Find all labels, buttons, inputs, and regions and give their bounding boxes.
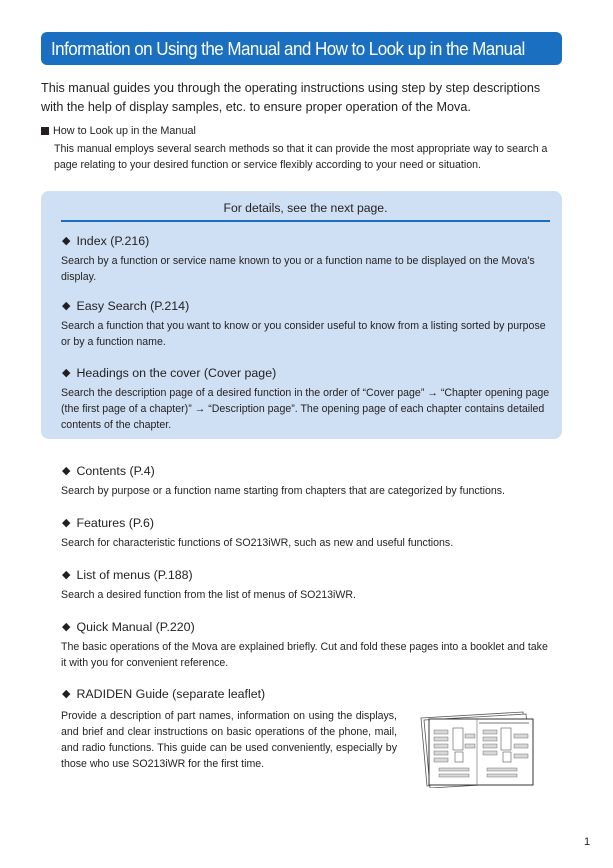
item-title: List of menus (P.188): [76, 568, 193, 582]
item-quick-manual: [61, 619, 551, 671]
item-description: Search the description page of a desired function in the order of “Cover page” → “Chapter opening page (the first page of a chapter)” → “Description page”. The opening page of each chapter contains detailed contents of the chapter.: [61, 387, 550, 431]
diamond-bullet-icon: ◆: [62, 517, 71, 529]
item-features: [61, 515, 551, 551]
item-title: Contents (P.4): [76, 464, 155, 478]
item-description: Search a function that you want to know or you consider useful to know from a listing sorted by purpose or by a function name.: [61, 320, 546, 348]
diamond-bullet-icon: ◆: [62, 367, 71, 379]
item-title: Quick Manual (P.220): [76, 620, 195, 634]
item-title: Easy Search (P.214): [76, 299, 190, 313]
item-title: Headings on the cover (Cover page): [76, 366, 277, 380]
item-description: Search a desired function from the list of menus of SO213iWR.: [61, 589, 356, 601]
diamond-bullet-icon: ◆: [62, 621, 71, 633]
item-description: The basic operations of the Mova are explained briefly. Cut and fold these pages into a booklet and take it with you for convenient reference.: [61, 641, 548, 669]
how-to-heading: [41, 124, 196, 138]
diamond-bullet-icon: ◆: [62, 300, 71, 312]
item-description: Search for characteristic functions of SO213iWR, such as new and useful functions.: [61, 537, 454, 549]
item-title: Index (P.216): [76, 234, 150, 248]
item-radiden-guide: [61, 686, 551, 702]
how-to-heading-text: How to Look up in the Manual: [53, 125, 196, 137]
panel-item-index: [61, 233, 551, 285]
item-list-of-menus: [61, 567, 551, 603]
diamond-bullet-icon: ◆: [62, 235, 71, 247]
radiden-guide-description: Provide a description of part names, information on using the displays, and brief and clear instructions on basic operations of the phone, mail, and radio functions. This guide can be used conveniently, especially by those who use SO213iWR for the first time.: [61, 710, 397, 770]
diamond-bullet-icon: ◆: [62, 688, 71, 700]
panel-item-cover-headings: [61, 365, 551, 433]
leaflet-illustration: [417, 710, 537, 788]
page-title: Information on Using the Manual and How to Look up in the Manual: [51, 37, 525, 59]
item-title: Features (P.6): [76, 516, 155, 530]
search-methods-panel: [41, 191, 562, 439]
intro-paragraph: This manual guides you through the operating instructions using step by step descriptions with the help of display samples, etc. to ensure proper operation of the Mova.: [41, 81, 541, 114]
item-description: Search by a function or service name known to you or a function name to be displayed on the Mova's display.: [61, 255, 535, 283]
page-number: 1: [584, 836, 591, 848]
item-title: RADIDEN Guide (separate leaflet): [76, 687, 266, 701]
diamond-bullet-icon: ◆: [62, 569, 71, 581]
diamond-bullet-icon: ◆: [62, 465, 71, 477]
item-contents: [61, 463, 551, 499]
panel-item-easy-search: [61, 298, 551, 350]
square-bullet-icon: [41, 127, 49, 135]
item-description: Search by purpose or a function name starting from chapters that are categorized by functions.: [61, 485, 506, 497]
how-to-body: This manual employs several search methods so that it can provide the most appropriate way to search a page relating to your desired function or service flexibly according to your need or situation.: [54, 143, 548, 171]
panel-heading: For details, see the next page.: [61, 200, 550, 222]
page-title-bar: [41, 32, 562, 65]
